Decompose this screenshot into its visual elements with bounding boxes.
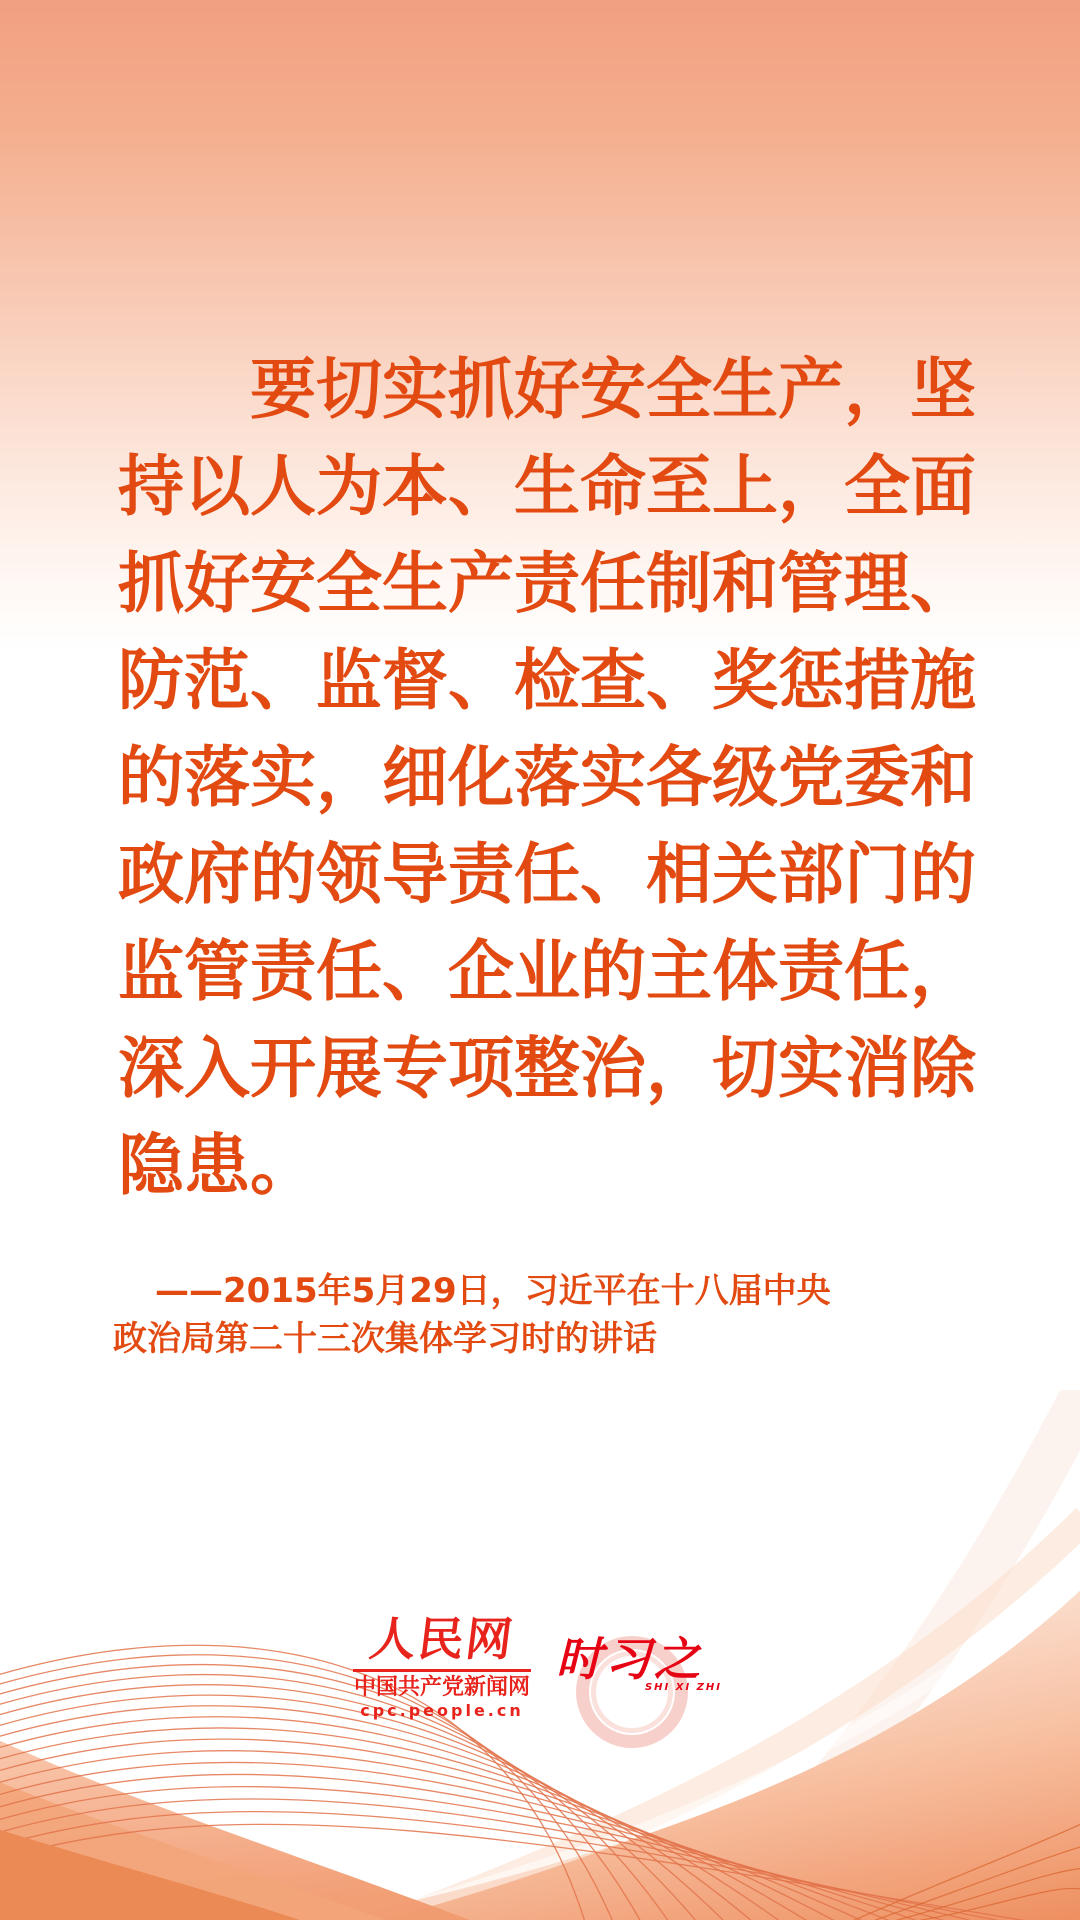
quote-line: 防范、监督、检查、奖惩措施 [118, 642, 976, 719]
people-daily-logo [353, 1610, 531, 1720]
quote-line: 要切实抓好安全生产，坚 [250, 351, 976, 428]
cpc-site-domain: cpc.people.cn [360, 1701, 524, 1720]
shixizhi-wordmark: 时习之 [556, 1632, 703, 1686]
quote-line: 监管责任、企业的主体责任， [118, 933, 976, 1010]
people-logo-wordmark: 人民网 [366, 1612, 518, 1666]
quote-line: 政府的领导责任、相关部门的 [118, 836, 976, 913]
attribution-line: 政治局第二十三次集体学习时的讲话 [113, 1319, 657, 1359]
quote-line: 持以人为本、生命至上，全面 [118, 448, 976, 525]
shixizhi-romanized: SHI XI ZHI [644, 1682, 722, 1693]
attribution-line: ——2015年5月29日，习近平在十八届中央 [155, 1271, 831, 1311]
quote-line: 深入开展专项整治，切实消除 [118, 1030, 976, 1107]
quote-line: 抓好安全生产责任制和管理、 [118, 545, 976, 622]
quote-line: 的落实，细化落实各级党委和 [118, 739, 976, 816]
shixizhi-logo [556, 1632, 732, 1693]
people-logo-underline [353, 1669, 531, 1672]
cpc-news-site-name: 中国共产党新闻网 [353, 1675, 530, 1700]
bottom-wave-decoration [0, 1390, 1080, 1920]
quote-attribution [113, 1267, 973, 1363]
quote-text [118, 341, 998, 1214]
quote-line: 隐患。 [118, 1127, 316, 1204]
